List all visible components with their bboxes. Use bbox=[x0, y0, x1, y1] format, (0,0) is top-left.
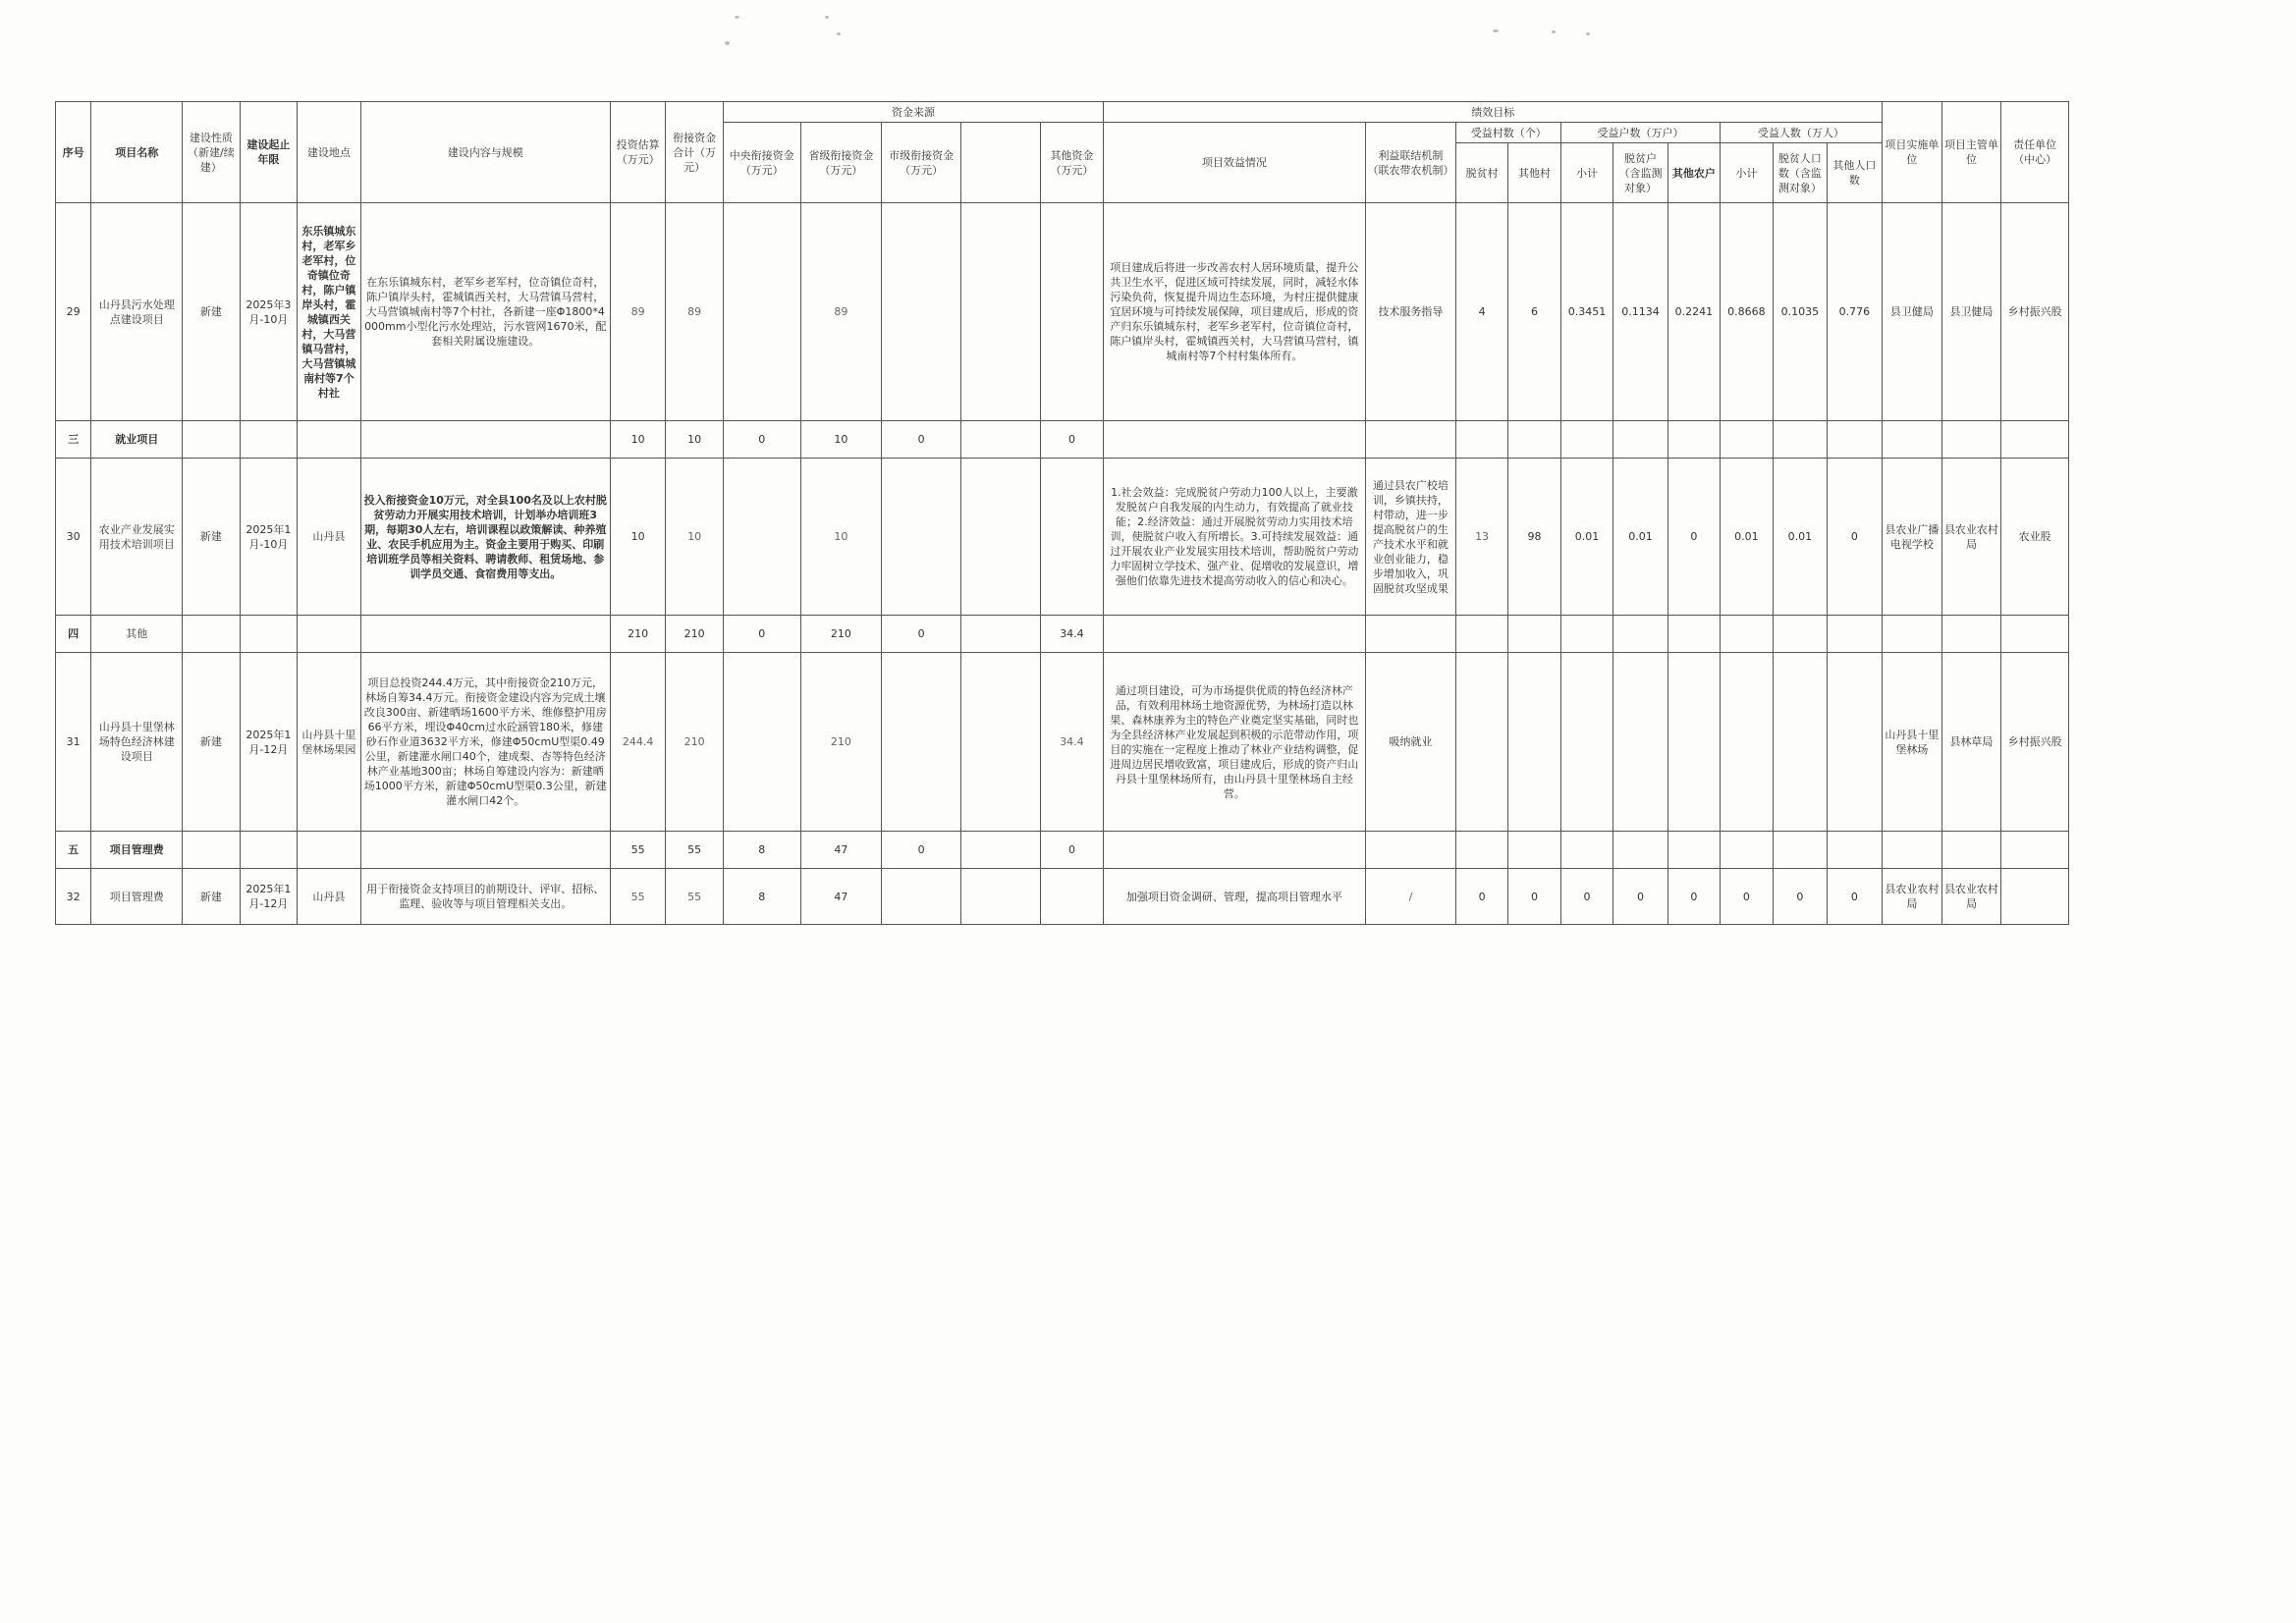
cell-other-fund bbox=[1040, 459, 1104, 616]
cell-central: 0 bbox=[723, 421, 800, 459]
cell-total: 55 bbox=[666, 832, 724, 869]
col-nature: 建设性质（新建/续建） bbox=[183, 102, 241, 203]
col-mechanism: 利益联结机制（联农带农机制） bbox=[1365, 123, 1456, 203]
cell-poor-hh bbox=[1613, 653, 1667, 832]
project-table bbox=[55, 101, 2069, 925]
cell-other-fund: 0 bbox=[1040, 421, 1104, 459]
col-name: 项目名称 bbox=[91, 102, 183, 203]
cell-name: 就业项目 bbox=[91, 421, 183, 459]
col-poor-village: 脱贫村 bbox=[1456, 143, 1507, 203]
cell-provincial: 10 bbox=[800, 459, 882, 616]
cell-total: 10 bbox=[666, 421, 724, 459]
cell-benefit: 通过项目建设，可为市场提供优质的特色经济林产品，有效利用林场土地资源优势，为林场打造以林果、森林康养为主的特色产业奠定坚实基础，同时也为全县经济林产业发展起到积极的示范带动作用，项目的实施在一定程度上推动了林业产业结构调整，促进周边居民增收致富，项目建成后，形成的资产归山丹县十里堡林场所有，由山丹县十里堡林场自主经营。 bbox=[1104, 653, 1365, 832]
cell-other-hh: 0.2241 bbox=[1668, 203, 1720, 421]
cell-hh-subtotal: 0.3451 bbox=[1561, 203, 1613, 421]
table-row bbox=[56, 653, 2069, 832]
cell-central: 0 bbox=[723, 616, 800, 653]
cell-total: 55 bbox=[666, 869, 724, 925]
section-row bbox=[56, 421, 2069, 459]
col-provincial: 省级衔接资金（万元） bbox=[800, 123, 882, 203]
cell-central bbox=[723, 203, 800, 421]
cell-period: 2025年1月-12月 bbox=[240, 653, 298, 832]
cell-mgr-unit: 县卫健局 bbox=[1941, 203, 2001, 421]
col-other-hh: 其他农户 bbox=[1668, 143, 1720, 203]
col-central: 中央衔接资金（万元） bbox=[723, 123, 800, 203]
cell-benefit: 项目建成后将进一步改善农村人居环境质量，提升公共卫生水平，促进区域可持续发展，同时，减轻水体污染负荷，恢复提升周边生态环境，为村庄提供健康宜居环境与可持续发展保障，项目建成后，形成的资产归东乐镇城东村，老军乡老军村，位奇镇位奇村，陈户镇岸头村，霍城镇西关村，大马营镇马营村，镇城南村等7个村村集体所有。 bbox=[1104, 203, 1365, 421]
cell-other-pop: 0 bbox=[1827, 869, 1883, 925]
cell-poor-hh: 0.1134 bbox=[1613, 203, 1667, 421]
cell-seq: 四 bbox=[56, 616, 91, 653]
cell-content: 投入衔接资金10万元，对全县100名及以上农村脱贫劳动力开展实用技术培训，计划举办培训班3期，每期30人左右，培训课程以政策解读、种养殖业、农民手机应用为主。资金主要用于购买、印刷培训班学员等相关资料、聘请教师、租赁场地、参训学员交通、食宿费用等支出。 bbox=[360, 459, 610, 616]
col-poor-pop: 脱贫人口数（含监测对象） bbox=[1774, 143, 1827, 203]
cell-resp-unit: 乡村振兴股 bbox=[2001, 203, 2069, 421]
scan-mark bbox=[1552, 30, 1556, 33]
cell-seq: 29 bbox=[56, 203, 91, 421]
col-poor-hh: 脱贫户（含监测对象） bbox=[1613, 143, 1667, 203]
cell-blank bbox=[960, 459, 1040, 616]
col-villages: 受益村数（个） bbox=[1456, 123, 1561, 143]
col-seq: 序号 bbox=[56, 102, 91, 203]
table-row bbox=[56, 869, 2069, 925]
col-perf: 绩效目标 bbox=[1104, 102, 1883, 123]
col-households: 受益户数（万户） bbox=[1561, 123, 1720, 143]
cell-total: 10 bbox=[666, 459, 724, 616]
cell-seq: 五 bbox=[56, 832, 91, 869]
cell-other-hh: 0 bbox=[1668, 869, 1720, 925]
cell-location: 山丹县 bbox=[298, 459, 361, 616]
col-invest: 投资估算（万元） bbox=[610, 102, 665, 203]
cell-poor-village bbox=[1456, 653, 1507, 832]
cell-other-hh: 0 bbox=[1668, 459, 1720, 616]
section-row bbox=[56, 832, 2069, 869]
cell-mgr-unit: 县林草局 bbox=[1941, 653, 2001, 832]
cell-central: 8 bbox=[723, 869, 800, 925]
cell-central bbox=[723, 653, 800, 832]
cell-seq: 三 bbox=[56, 421, 91, 459]
col-benefit: 项目效益情况 bbox=[1104, 123, 1365, 203]
cell-seq: 30 bbox=[56, 459, 91, 616]
cell-total: 89 bbox=[666, 203, 724, 421]
cell-total: 210 bbox=[666, 616, 724, 653]
cell-other-fund: 34.4 bbox=[1040, 653, 1104, 832]
cell-central: 8 bbox=[723, 832, 800, 869]
cell-mgr-unit: 县农业农村局 bbox=[1941, 459, 2001, 616]
cell-poor-pop: 0.1035 bbox=[1774, 203, 1827, 421]
cell-invest: 55 bbox=[610, 869, 665, 925]
cell-seq: 32 bbox=[56, 869, 91, 925]
cell-city bbox=[882, 459, 961, 616]
cell-name: 项目管理费 bbox=[91, 832, 183, 869]
cell-invest: 244.4 bbox=[610, 653, 665, 832]
cell-provincial: 210 bbox=[800, 616, 882, 653]
col-people: 受益人数（万人） bbox=[1720, 123, 1883, 143]
cell-name: 农业产业发展实用技术培训项目 bbox=[91, 459, 183, 616]
cell-nature: 新建 bbox=[183, 653, 241, 832]
cell-other-pop: 0 bbox=[1827, 459, 1883, 616]
cell-pop-subtotal bbox=[1720, 653, 1773, 832]
col-blank bbox=[960, 123, 1040, 203]
cell-other-village: 0 bbox=[1507, 869, 1560, 925]
cell-pop-subtotal: 0 bbox=[1720, 869, 1773, 925]
col-resp-unit: 责任单位（中心） bbox=[2001, 102, 2069, 203]
table-row bbox=[56, 203, 2069, 421]
cell-city bbox=[882, 653, 961, 832]
cell-other-village: 98 bbox=[1507, 459, 1560, 616]
cell-mechanism: 通过县农广校培训，乡镇扶持，村带动，进一步提高脱贫户的生产技术水平和就业创业能力，稳步增加收入，巩固脱贫攻坚成果 bbox=[1365, 459, 1456, 616]
cell-name: 项目管理费 bbox=[91, 869, 183, 925]
cell-location: 山丹县 bbox=[298, 869, 361, 925]
col-other-pop: 其他人口数 bbox=[1827, 143, 1883, 203]
col-content: 建设内容与规模 bbox=[360, 102, 610, 203]
cell-blank bbox=[960, 653, 1040, 832]
cell-impl-unit: 县农业农村局 bbox=[1883, 869, 1942, 925]
cell-resp-unit: 乡村振兴股 bbox=[2001, 653, 2069, 832]
cell-other-pop: 0.776 bbox=[1827, 203, 1883, 421]
cell-period: 2025年1月-10月 bbox=[240, 459, 298, 616]
cell-nature: 新建 bbox=[183, 203, 241, 421]
cell-mechanism: / bbox=[1365, 869, 1456, 925]
cell-provincial: 47 bbox=[800, 869, 882, 925]
col-period: 建设起止年限 bbox=[240, 102, 298, 203]
cell-city: 0 bbox=[882, 832, 961, 869]
cell-other-village bbox=[1507, 653, 1560, 832]
cell-blank bbox=[960, 203, 1040, 421]
cell-resp-unit: 农业股 bbox=[2001, 459, 2069, 616]
cell-poor-hh: 0 bbox=[1613, 869, 1667, 925]
col-fund-source: 资金来源 bbox=[723, 102, 1103, 123]
cell-hh-subtotal: 0.01 bbox=[1561, 459, 1613, 616]
cell-total: 210 bbox=[666, 653, 724, 832]
cell-impl-unit: 县卫健局 bbox=[1883, 203, 1942, 421]
col-impl-unit: 项目实施单位 bbox=[1883, 102, 1942, 203]
scan-mark bbox=[1493, 29, 1499, 32]
cell-invest: 10 bbox=[610, 459, 665, 616]
cell-content: 项目总投资244.4万元，其中衔接资金210万元，林场自筹34.4万元。衔接资金建设内容为完成土壤改良300亩、新建晒场1600平方米、维修整护用房66平方米，埋设Φ40cm过水砼涵管180米，修建砂石作业道3632平方米，修建Φ50cmU型渠0.49公里，新建灌水闸口40个，建成梨、杏等特色经济林产业基地300亩；林场自筹建设内容为：新建晒场1000平方米，新建Φ50cmU型渠0.3公里，新建灌水闸口42个。 bbox=[360, 653, 610, 832]
col-other-village: 其他村 bbox=[1507, 143, 1560, 203]
col-location: 建设地点 bbox=[298, 102, 361, 203]
col-pop-subtotal: 小计 bbox=[1720, 143, 1773, 203]
cell-city bbox=[882, 869, 961, 925]
cell-invest: 210 bbox=[610, 616, 665, 653]
cell-location: 山丹县十里堡林场果园 bbox=[298, 653, 361, 832]
cell-mechanism: 技术服务指导 bbox=[1365, 203, 1456, 421]
cell-provincial: 210 bbox=[800, 653, 882, 832]
cell-content: 用于衔接资金支持项目的前期设计、评审、招标、监理、验收等与项目管理相关支出。 bbox=[360, 869, 610, 925]
cell-period: 2025年3月-10月 bbox=[240, 203, 298, 421]
cell-seq: 31 bbox=[56, 653, 91, 832]
cell-poor-pop: 0.01 bbox=[1774, 459, 1827, 616]
cell-resp-unit bbox=[2001, 869, 2069, 925]
cell-location: 东乐镇城东村，老军乡老军村，位奇镇位奇村，陈户镇岸头村，霍城镇西关村，大马营镇马营村，大马营镇城南村等7个村社 bbox=[298, 203, 361, 421]
cell-other-fund bbox=[1040, 203, 1104, 421]
cell-other-hh bbox=[1668, 653, 1720, 832]
table-row bbox=[56, 459, 2069, 616]
scan-mark bbox=[837, 32, 841, 35]
scan-mark bbox=[725, 41, 730, 45]
cell-mgr-unit: 县农业农村局 bbox=[1941, 869, 2001, 925]
cell-provincial: 89 bbox=[800, 203, 882, 421]
cell-name: 山丹县十里堡林场特色经济林建设项目 bbox=[91, 653, 183, 832]
cell-poor-hh: 0.01 bbox=[1613, 459, 1667, 616]
cell-period: 2025年1月-12月 bbox=[240, 869, 298, 925]
col-total: 衔接资金合计（万元） bbox=[666, 102, 724, 203]
cell-nature: 新建 bbox=[183, 869, 241, 925]
cell-poor-pop bbox=[1774, 653, 1827, 832]
cell-other-village: 6 bbox=[1507, 203, 1560, 421]
cell-mechanism: 吸纳就业 bbox=[1365, 653, 1456, 832]
col-hh-subtotal: 小计 bbox=[1561, 143, 1613, 203]
cell-other-pop bbox=[1827, 653, 1883, 832]
cell-invest: 89 bbox=[610, 203, 665, 421]
cell-other-fund bbox=[1040, 869, 1104, 925]
section-row bbox=[56, 616, 2069, 653]
cell-poor-village: 0 bbox=[1456, 869, 1507, 925]
cell-benefit: 加强项目资金调研、管理，提高项目管理水平 bbox=[1104, 869, 1365, 925]
col-mgr-unit: 项目主管单位 bbox=[1941, 102, 2001, 203]
cell-pop-subtotal: 0.01 bbox=[1720, 459, 1773, 616]
cell-benefit: 1.社会效益：完成脱贫户劳动力100人以上，主要激发脱贫户自我发展的内生动力，有效提高了就业技能；2.经济效益：通过开展脱贫劳动力实用技术培训，使脱贫户收入有所增长。3.可持续发展效益：通过开展农业产业发展实用技术培训，帮助脱贫户劳动力牢固树立学技术、强产业、促增收的发展意识，增强他们依靠先进技术提高劳动收入的信心和决心。 bbox=[1104, 459, 1365, 616]
cell-poor-village: 13 bbox=[1456, 459, 1507, 616]
cell-poor-pop: 0 bbox=[1774, 869, 1827, 925]
cell-invest: 10 bbox=[610, 421, 665, 459]
header-row bbox=[56, 102, 2069, 123]
scan-mark bbox=[735, 16, 739, 19]
cell-provincial: 10 bbox=[800, 421, 882, 459]
cell-content: 在东乐镇城东村，老军乡老军村，位奇镇位奇村，陈户镇岸头村，霍城镇西关村，大马营镇马营村，大马营镇城南村等7个村社，各新建一座Φ1800*4000mm小型化污水处理站，污水管网1670米，配套相关附属设施建设。 bbox=[360, 203, 610, 421]
cell-impl-unit: 山丹县十里堡林场 bbox=[1883, 653, 1942, 832]
cell-impl-unit: 县农业广播电视学校 bbox=[1883, 459, 1942, 616]
cell-hh-subtotal: 0 bbox=[1561, 869, 1613, 925]
col-other-fund: 其他资金（万元） bbox=[1040, 123, 1104, 203]
scan-mark bbox=[1586, 32, 1590, 35]
cell-city: 0 bbox=[882, 616, 961, 653]
col-city: 市级衔接资金（万元） bbox=[882, 123, 961, 203]
cell-poor-village: 4 bbox=[1456, 203, 1507, 421]
cell-central bbox=[723, 459, 800, 616]
cell-invest: 55 bbox=[610, 832, 665, 869]
cell-other-fund: 0 bbox=[1040, 832, 1104, 869]
cell-nature: 新建 bbox=[183, 459, 241, 616]
cell-city: 0 bbox=[882, 421, 961, 459]
scan-mark bbox=[825, 16, 829, 19]
cell-name: 山丹县污水处理点建设项目 bbox=[91, 203, 183, 421]
cell-city bbox=[882, 203, 961, 421]
cell-pop-subtotal: 0.8668 bbox=[1720, 203, 1773, 421]
cell-name: 其他 bbox=[91, 616, 183, 653]
cell-blank bbox=[960, 869, 1040, 925]
cell-other-fund: 34.4 bbox=[1040, 616, 1104, 653]
cell-provincial: 47 bbox=[800, 832, 882, 869]
cell-hh-subtotal bbox=[1561, 653, 1613, 832]
